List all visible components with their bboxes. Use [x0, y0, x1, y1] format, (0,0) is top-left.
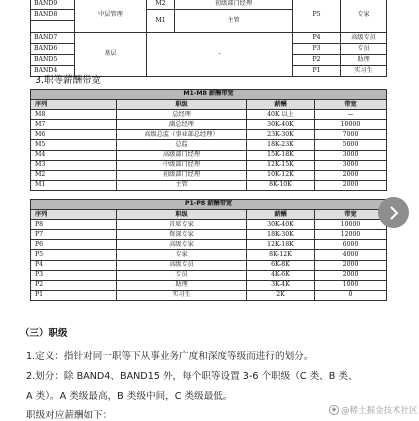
table-cell: 6K-8K: [247, 260, 315, 270]
m-table-title: M1-M8 薪酬带宽: [31, 90, 387, 100]
table-cell: 40K 以上: [247, 110, 315, 120]
code-cell: M1: [147, 10, 175, 32]
table-cell: 12K-18K: [247, 240, 315, 250]
column-header: 职级: [117, 210, 247, 220]
table-cell: P4: [31, 260, 117, 270]
table-row: [31, 180, 387, 190]
table-cell: P2: [31, 280, 117, 290]
title-cell: 专家: [341, 0, 387, 32]
band-level-table: [30, 0, 387, 77]
table-cell: 2000: [315, 180, 387, 190]
column-header: 带宽: [315, 100, 387, 110]
table-cell: 首席专家: [117, 220, 247, 230]
table-row: [31, 250, 387, 260]
table-cell: 6000: [315, 240, 387, 250]
section-heading: 3.职等薪酬带宽: [35, 75, 102, 86]
table-cell: 4K-6K: [247, 270, 315, 280]
table-cell: 实习生: [117, 290, 247, 300]
table-cell: 2000: [315, 270, 387, 280]
table-cell: P7: [31, 230, 117, 240]
band-cell: BAND5: [31, 54, 75, 65]
band-cell: BAND4: [31, 66, 75, 77]
table-row: [31, 110, 387, 120]
code-cell: P5: [293, 0, 341, 32]
table-cell: 主管: [117, 180, 247, 190]
next-page-button[interactable]: [378, 197, 409, 228]
table-row: [31, 150, 387, 160]
column-header: 带宽: [315, 210, 387, 220]
title-cell: 助理: [341, 54, 387, 65]
table-cell: P6: [31, 240, 117, 250]
table-cell: 30K-40K: [247, 120, 315, 130]
table-cell: 总经理: [117, 110, 247, 120]
table-cell: 15K-18K: [247, 150, 315, 160]
p-header-row: [31, 210, 387, 220]
code-cell: P2: [293, 54, 341, 65]
table-cell: 3000: [315, 160, 387, 170]
table-row: [31, 220, 387, 230]
definition-paragraph: 1.定义：指针对同一职等下从事业务广度和深度等级而进行的划分。: [26, 351, 314, 362]
table-cell: 8K-10K: [247, 180, 315, 190]
code-cell: P4: [293, 32, 341, 43]
table-cell: 8K-12K: [247, 250, 315, 260]
title-cell: 主管: [175, 10, 293, 32]
table-cell: 18K-23K: [247, 140, 315, 150]
band-cell: BAND7: [31, 32, 75, 43]
table-row: [31, 140, 387, 150]
table-cell: M8: [31, 110, 117, 120]
table-cell: P1: [31, 290, 117, 300]
table-row: [31, 130, 387, 140]
title-cell: 初级部门经理: [175, 0, 293, 10]
table-row: [31, 160, 387, 170]
table-cell: 12000: [315, 230, 387, 240]
table-cell: M1: [31, 180, 117, 190]
table-cell: 3000: [315, 150, 387, 160]
band-cell: BAND8: [31, 10, 75, 21]
code-cell: M2: [147, 0, 175, 10]
table-cell: P3: [31, 270, 117, 280]
table-cell: 7000: [315, 130, 387, 140]
table-cell: 专员: [117, 270, 247, 280]
division-paragraph-line1: 2.划分：除 BAND4、BAND15 外，每个职等设置 3-6 个职级（C 类、B 类、: [26, 371, 358, 382]
table-cell: 2000: [315, 170, 387, 180]
table-row: [31, 290, 387, 300]
table-row: [31, 240, 387, 250]
table-cell: M2: [31, 170, 117, 180]
table-cell: 1000: [315, 280, 387, 290]
table-cell: 副总经理: [117, 120, 247, 130]
chevron-right-icon: [388, 206, 400, 220]
table-row: [31, 170, 387, 180]
column-header: 职级: [117, 100, 247, 110]
table-cell: P5: [31, 250, 117, 260]
code-cell: P1: [293, 66, 341, 77]
tier-cell: 中层管理: [75, 0, 147, 32]
column-header: 薪酬: [247, 210, 315, 220]
title-cell: 专员: [341, 43, 387, 54]
p-salary-table: [30, 199, 387, 301]
title-cell: 实习生: [341, 66, 387, 77]
table-row: [31, 270, 387, 280]
table-cell: 10000: [315, 120, 387, 130]
juejin-logo-icon: ◆: [329, 405, 339, 415]
table-cell: 2K: [247, 290, 315, 300]
column-header: 序列: [31, 210, 117, 220]
code-cell: P3: [293, 43, 341, 54]
table-cell: M7: [31, 120, 117, 130]
watermark: [329, 404, 418, 416]
table-cell: 30K-40K: [247, 220, 315, 230]
table-cell: 5000: [315, 140, 387, 150]
p-table-title: P1-P8 薪酬带宽: [31, 200, 387, 210]
table-row: [31, 280, 387, 290]
table-row: [31, 230, 387, 240]
table-cell: 初级部门经理: [117, 170, 247, 180]
band-cell: [31, 21, 75, 32]
m-salary-table: [30, 89, 387, 191]
table-cell: 3K-4K: [247, 280, 315, 290]
table-cell: M3: [31, 160, 117, 170]
table-cell: 12K-15K: [247, 160, 315, 170]
table-cell: M5: [31, 140, 117, 150]
table-cell: 23K-30K: [247, 130, 315, 140]
table-cell: 4000: [315, 250, 387, 260]
column-header: 序列: [31, 100, 117, 110]
table-cell: M6: [31, 130, 117, 140]
table-cell: P8: [31, 220, 117, 230]
subsection-heading: （三）职级: [20, 328, 68, 339]
band-cell: BAND6: [31, 43, 75, 54]
table-cell: 高级总监（事业部总经理）: [117, 130, 247, 140]
division-paragraph-line2: A 类）。A 类级最高，B 类级中间，C 类级最低。: [26, 391, 233, 402]
table-row: [31, 120, 387, 130]
table-cell: —: [315, 110, 387, 120]
table-cell: 10000: [315, 220, 387, 230]
tier-cell: 基层: [75, 32, 147, 77]
table-cell: 资深专家: [117, 230, 247, 240]
column-header: 薪酬: [247, 100, 315, 110]
table-cell: 中级部门经理: [117, 160, 247, 170]
table-cell: 专家: [117, 250, 247, 260]
table-cell: 总监: [117, 140, 247, 150]
table-cell: M4: [31, 150, 117, 160]
watermark-text: @稀土掘金技术社区: [341, 406, 418, 416]
salary-intro-paragraph: 职级对应薪酬如下：: [26, 410, 113, 421]
table-cell: 高级专员: [117, 260, 247, 270]
m-title-row: [31, 90, 387, 100]
table-cell: 18K-30K: [247, 230, 315, 240]
band-cell: BAND9: [31, 0, 75, 10]
table-cell: 2000: [315, 260, 387, 270]
table-cell: 高级专家: [117, 240, 247, 250]
table-cell: 0: [315, 290, 387, 300]
table-row: [31, 260, 387, 270]
table-cell: 10K-12K: [247, 170, 315, 180]
m-header-row: [31, 100, 387, 110]
p-title-row: [31, 200, 387, 210]
table-cell: 助理: [117, 280, 247, 290]
title-cell: 高级专员: [341, 32, 387, 43]
table-cell: 高级部门经理: [117, 150, 247, 160]
dash-cell: -: [147, 32, 293, 77]
